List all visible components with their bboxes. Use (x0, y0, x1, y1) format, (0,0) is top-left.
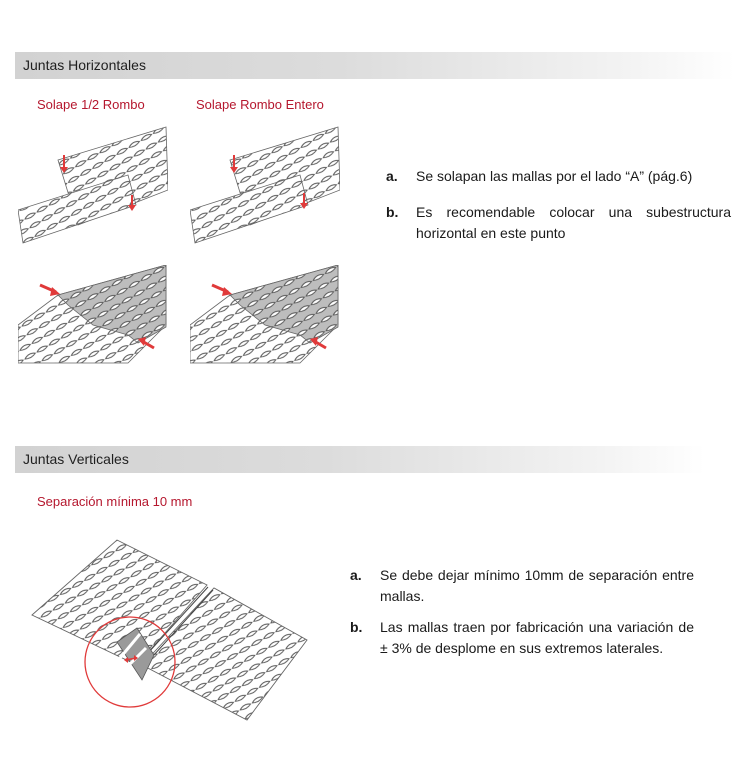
list-marker: b. (350, 619, 363, 635)
list-item (386, 202, 731, 244)
list-item (386, 166, 731, 187)
list-item (350, 565, 694, 607)
section-title: Juntas Horizontales (23, 57, 146, 73)
list-marker: a. (386, 168, 398, 184)
section-header-horizontal (15, 52, 735, 79)
mesh-diagram-full-overlap-bottom (190, 265, 340, 365)
mesh-diagram-half-overlap-top (18, 125, 168, 245)
list-text: Se solapan las mallas por el lado “A” (pág.6) (416, 168, 693, 184)
horizontal-joint-notes (386, 166, 731, 259)
vertical-joint-notes (350, 565, 694, 669)
section-title: Juntas Verticales (23, 451, 129, 467)
mesh-diagram-full-overlap-top (190, 125, 340, 245)
mesh-diagram-vertical-joint (22, 530, 312, 730)
list-text: Las mallas traen por fabricación una variación de ± 3% de desplome en sus extremos laterales. (380, 619, 694, 656)
list-item (350, 617, 694, 659)
list-text: Se debe dejar mínimo 10mm de separación entre mallas. (380, 567, 694, 604)
section-header-vertical (15, 446, 705, 473)
list-text: Es recomendable colocar una subestructura horizontal en este punto (416, 204, 731, 241)
list-marker: b. (386, 204, 399, 220)
mesh-diagram-half-overlap-bottom (18, 265, 168, 365)
caption-half-rhombus: Solape 1/2 Rombo (37, 97, 145, 112)
list-marker: a. (350, 567, 362, 583)
caption-min-separation: Separación mínima 10 mm (37, 494, 193, 509)
caption-full-rhombus: Solape Rombo Entero (196, 97, 324, 112)
